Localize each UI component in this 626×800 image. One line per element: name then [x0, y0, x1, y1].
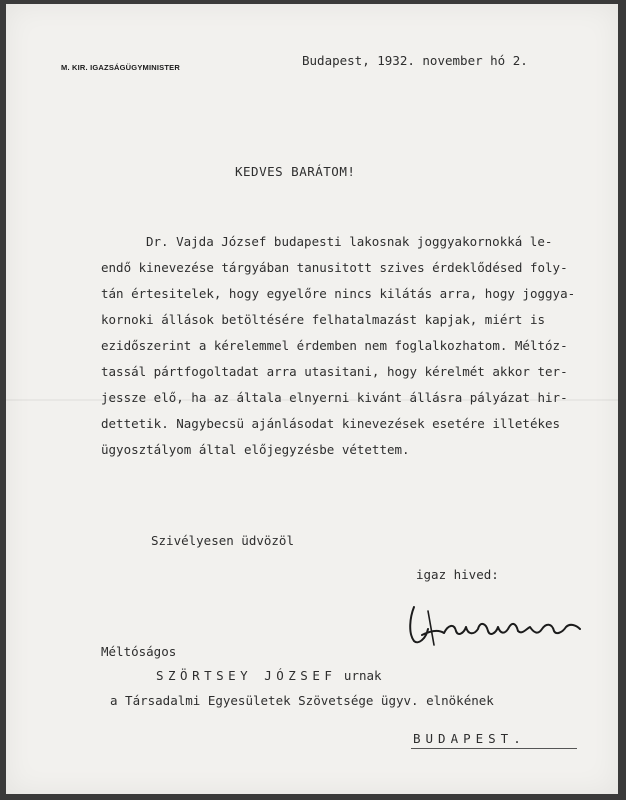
- body-line: kornoki állások betöltésére felhatalmazást kapjak, miért is: [101, 312, 546, 327]
- body-line: tán értesitelek, hogy egyelőre nincs kilátás arra, hogy joggya-: [101, 286, 576, 301]
- handwritten-signature: [404, 599, 590, 651]
- address-honorific: Méltóságos: [101, 644, 177, 659]
- body-line: dettetik. Nagybecsü ajánlásodat kinevezések esetére illetékes: [101, 416, 561, 431]
- letterhead: M. KIR. IGAZSÁGÜGYMINISTER: [61, 63, 180, 72]
- body-line: ügyosztályom által előjegyzésbe vétettem.: [101, 442, 410, 457]
- recipient-name: SZÖRTSEY JÓZSEF: [156, 668, 337, 683]
- recipient-name-suffix: urnak: [336, 668, 382, 683]
- address-title-line: a Társadalmi Egyesületek Szövetsége ügyv. elnökének: [110, 693, 494, 708]
- salutation: KEDVES BARÁTOM!: [235, 164, 356, 179]
- address-recipient: [156, 668, 382, 683]
- address-city: BUDAPEST.: [413, 731, 526, 746]
- city-underline: [411, 748, 577, 749]
- closing: Szivélyesen üdvözöl: [151, 533, 294, 548]
- letter-date: Budapest, 1932. november hó 2.: [302, 53, 528, 68]
- valediction: igaz hived:: [416, 567, 499, 582]
- body-line: endő kinevezése tárgyában tanusitott szives érdeklődésed foly-: [101, 260, 568, 275]
- body-line: tassál pártfogoltadat arra utasitani, hogy kérelmét akkor ter-: [101, 364, 568, 379]
- body-line: jessze elő, ha az általa elnyerni kivánt állásra pályázat hir-: [101, 390, 568, 405]
- letter-page: [6, 4, 618, 794]
- body-line: ezidőszerint a kérelemmel érdemben nem foglalkozhatom. Méltóz-: [101, 338, 568, 353]
- body-line: Dr. Vajda József budapesti lakosnak joggyakornokká le-: [146, 234, 553, 249]
